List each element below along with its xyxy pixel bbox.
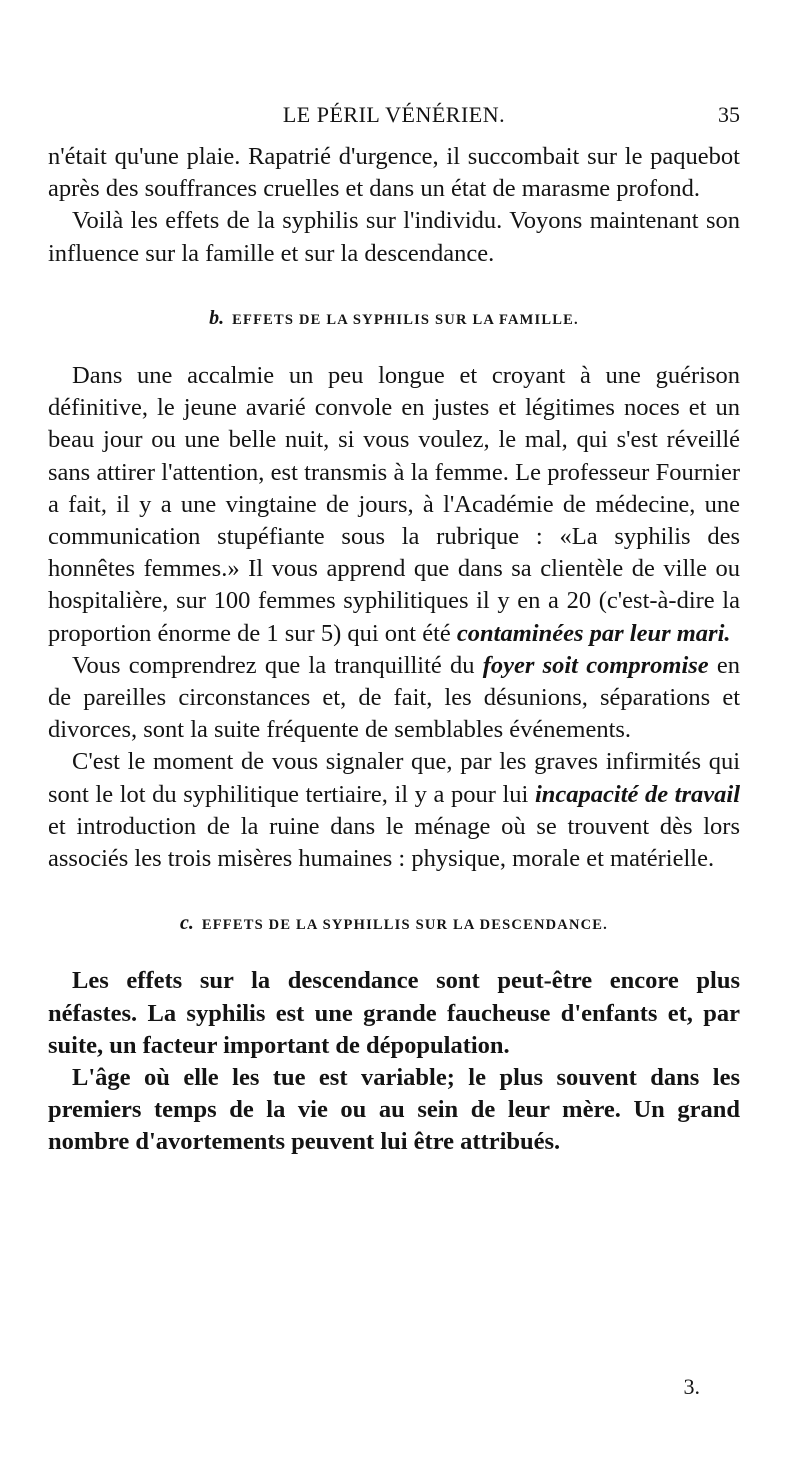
- section-heading-b: [48, 302, 740, 336]
- paragraph: [48, 360, 740, 650]
- section-letter: b.: [209, 306, 225, 329]
- section-title: EFFETS DE LA SYPHILLIS SUR LA DESCENDANCE.: [201, 917, 609, 934]
- paragraph-text: et introduction de la ruine dans le ménage où se trouvent dès lors associés les trois misères humaines : physique, morale et matérielle.: [48, 812, 740, 873]
- body-text: [48, 141, 740, 1159]
- paragraph-text: Dans une accalmie un peu longue et croyant à une guérison définitive, le jeune avarié convole en justes et légitimes noces et un beau jour ou une belle nuit, si vous voulez, le mal, qui s'est réveillé sans attirer l'attention, est transmis à la femme. Le professeur Fournier a fait, il y a une vingtaine de jours, à l'Académie de médecine, une communication stupéfiante sous la rubrique : «La syphilis des honnêtes femmes.» Il vous apprend que dans sa clientèle de ville ou hospitalière, sur 100 femmes syphilitiques il y en a 20 (c'est-à-dire la proportion énorme de 1 sur 5) qui ont été: [48, 362, 740, 647]
- paragraph: Les effets sur la descendance sont peut-être encore plus néfastes. La syphilis est une grande faucheuse d'enfants et, par suite, un facteur important de dépopulation.: [48, 967, 740, 1059]
- paragraph-text: Vous comprendrez que la tranquillité du: [72, 651, 475, 679]
- paragraph-text: en de pareilles circonstances et, de fait, les désunions, séparations et divorces, sont la suite fréquente de semblables événements.: [48, 651, 741, 744]
- section-title: EFFETS DE LA SYPHILIS SUR LA FAMILLE.: [232, 311, 579, 328]
- paragraph: n'était qu'une plaie. Rapatrié d'urgence, il succombait sur le paquebot après des souffrances cruelles et dans un état de marasme profond.: [48, 143, 740, 203]
- emphasis-text: incapacité de travail: [534, 780, 741, 808]
- section-letter: c.: [179, 912, 194, 935]
- paragraph: Voilà les effets de la syphilis sur l'individu. Voyons maintenant son influence sur la famille et sur la descendance.: [48, 207, 740, 267]
- section-heading-c: [48, 907, 740, 941]
- running-title: LE PÉRIL VÉNÉRIEN.: [282, 102, 506, 127]
- paragraph-text: C'est le moment de vous signaler que, par les graves infirmités qui sont le lot du syphilitique tertiaire, il y a pour lui: [48, 748, 740, 808]
- paragraph: L'âge où elle les tue est variable; le plus souvent dans les premiers temps de la vie ou au sein de leur mère. Un grand nombre d'avortements peuvent lui être attribués.: [48, 1064, 740, 1156]
- paragraph: [48, 650, 740, 747]
- page-number: 35: [718, 102, 740, 127]
- page-header: [48, 96, 740, 136]
- paragraph: [48, 746, 740, 875]
- signature-mark: 3.: [683, 1374, 700, 1399]
- emphasis-text: contaminées par leur mari.: [456, 619, 731, 647]
- emphasis-text: foyer soit compromise: [482, 651, 709, 679]
- section-c-body: [48, 965, 740, 1158]
